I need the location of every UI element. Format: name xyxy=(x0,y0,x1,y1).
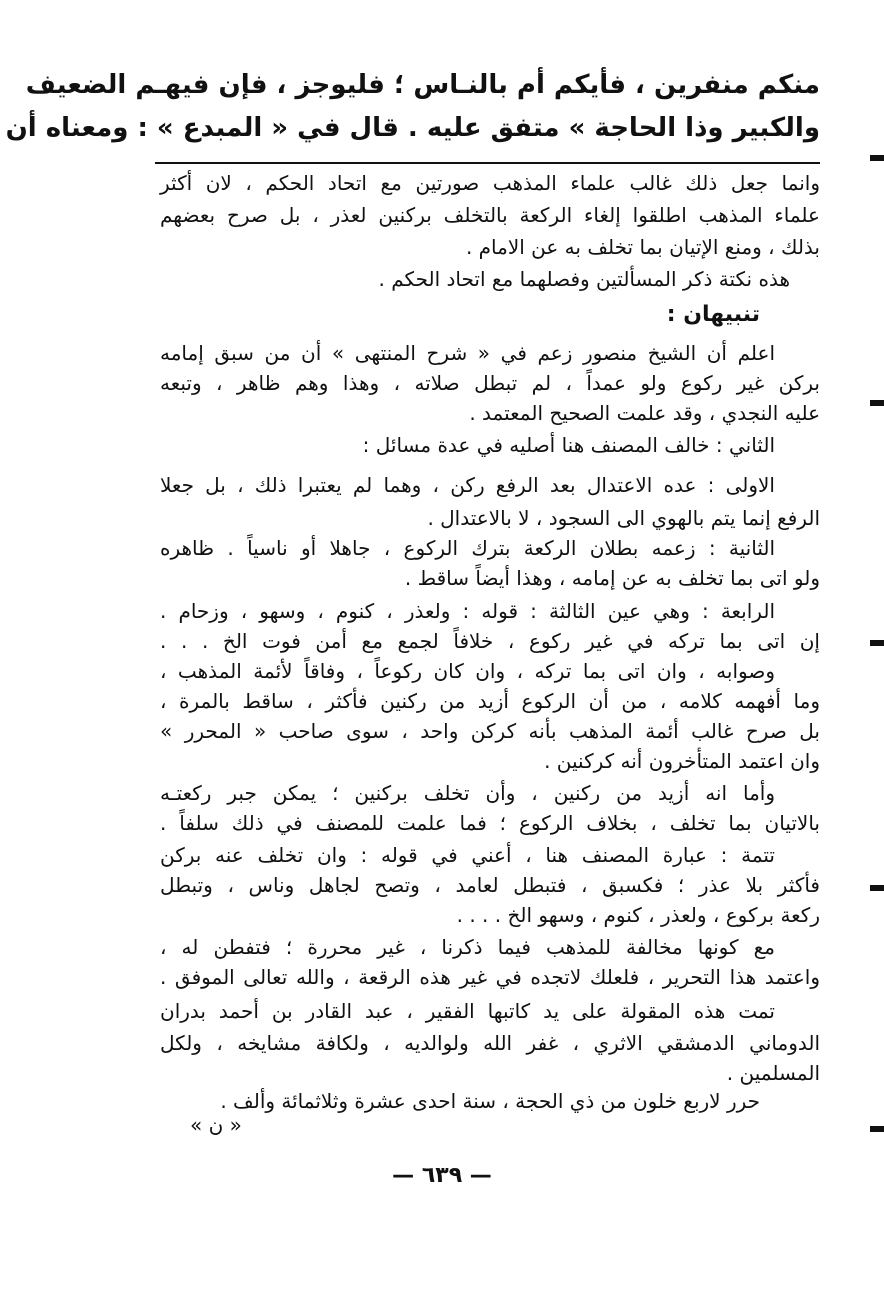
note-line: عليه النجدي ، وقد علمت الصحيح المعتمد . xyxy=(469,401,820,425)
margin-mark xyxy=(870,640,884,646)
hadith-line-2: والكبير وذا الحاجة » متفق عليه . قال في « المبدع » : ومعناه أن xyxy=(5,113,820,143)
note-line: المسلمين . xyxy=(726,1061,820,1085)
note-line: تمت هذه المقولة على يد كاتبها الفقير ، عبد القادر بن أحمد بدران xyxy=(160,999,775,1023)
note-line: ولو اتى بما تخلف به عن إمامه ، وهذا أيضاً ساقط . xyxy=(404,566,820,590)
body-line: علماء المذهب اطلقوا إلغاء الركعة بالتخلف بركنين لعذر ، بل صرح بعضهم xyxy=(160,203,820,227)
margin-mark xyxy=(870,1126,884,1132)
note-line: تتمة : عبارة المصنف هنا ، أعني في قوله : وان تخلف عنه بركن xyxy=(160,843,775,867)
note-line: الدوماني الدمشقي الاثري ، غفر الله ولوالديه ، ولكافة مشايخه ، ولكل xyxy=(160,1031,820,1055)
note-line: الرابعة : وهي عين الثالثة : قوله : ولعذر ، كنوم ، وسهو ، وزحام . xyxy=(160,599,775,623)
body-line: بذلك ، ومنع الإتيان بما تخلف به عن الامام . xyxy=(465,235,820,259)
note-line: الثاني : خالف المصنف هنا أصليه في عدة مسائل : xyxy=(362,433,775,457)
note-line: واعتمد هذا التحرير ، فلعلك لاتجده في غير هذه الرقعة ، والله تعالى الموفق . xyxy=(160,965,820,989)
note-line: بركن غير ركوع ولو عمداً ، لم تبطل صلاته ، وهذا وهم ظاهر ، وتبعه xyxy=(160,371,820,395)
note-line: وصوابه ، وان اتى بما تركه ، وان كان ركوعاً ، وفاقاً لأئمة المذهب ، xyxy=(160,659,775,683)
note-line: وان اعتمد المتأخرون أنه كركنين . xyxy=(544,749,820,773)
note-line: فأكثر بلا عذر ؛ فكسبق ، فتبطل لعامد ، وتصح لجاهل وناس ، وتبطل xyxy=(160,873,820,897)
note-line: مع كونها مخالفة للمذهب فيما ذكرنا ، غير محررة ؛ فتفطن له ، xyxy=(160,935,775,959)
note-line: الاولى : عده الاعتدال بعد الرفع ركن ، وهما لم يعتبرا ذلك ، بل جعلا xyxy=(160,473,775,497)
hadith-line-1: منكم منفرين ، فأيكم أم بالنـاس ؛ فليوجز ، فإن فيهـم الضعيف xyxy=(25,70,820,100)
note-line: بالاتيان بما تخلف ، بخلاف الركوع ؛ فما علمت للمصنف في ذلك سلفاً . xyxy=(160,811,820,835)
note-line: الثانية : زعمه بطلان الركعة بترك الركوع ، جاهلا أو ناسياً . ظاهره xyxy=(160,536,775,560)
margin-mark xyxy=(870,400,884,406)
page-number: — ٦٣٩ — xyxy=(392,1163,492,1188)
note-line: بل صرح غالب أئمة المذهب بأنه كركن واحد ، سوى صاحب « المحرر » xyxy=(160,719,820,743)
note-line: ركعة بركوع ، ولعذر ، كنوم ، وسهو الخ . . . . xyxy=(456,903,820,927)
section-rule xyxy=(155,162,820,164)
body-line: هذه نكتة ذكر المسألتين وفصلهما مع اتحاد الحكم . xyxy=(378,267,790,291)
note-line: الرفع إنما يتم بالهوي الى السجود ، لا بالاعتدال . xyxy=(427,506,820,530)
margin-mark xyxy=(870,885,884,891)
author-signature: « ن » xyxy=(190,1113,242,1137)
body-line: وانما جعل ذلك غالب علماء المذهب صورتين مع اتحاد الحكم ، لان أكثر xyxy=(160,171,820,195)
note-line: وما أفهمه كلامه ، من أن الركوع أزيد من ركنين فأكثر ، ساقط بالمرة ، xyxy=(160,689,820,713)
margin-mark xyxy=(870,155,884,161)
note-line: إن اتى بما تركه في غير ركوع ، خلافاً لجمع مع أمن فوت الخ . . . xyxy=(160,629,820,653)
note-line: حرر لاربع خلون من ذي الحجة ، سنة احدى عشرة وثلاثمائة وألف . xyxy=(220,1089,760,1113)
note-line: اعلم أن الشيخ منصور زعم في « شرح المنتهى » أن من سبق إمامه xyxy=(160,341,775,365)
section-heading: تنبيهان : xyxy=(666,302,760,327)
note-line: وأما انه أزيد من ركنين ، وأن تخلف بركنين ؛ يمكن جبر ركعتـه xyxy=(160,781,775,805)
